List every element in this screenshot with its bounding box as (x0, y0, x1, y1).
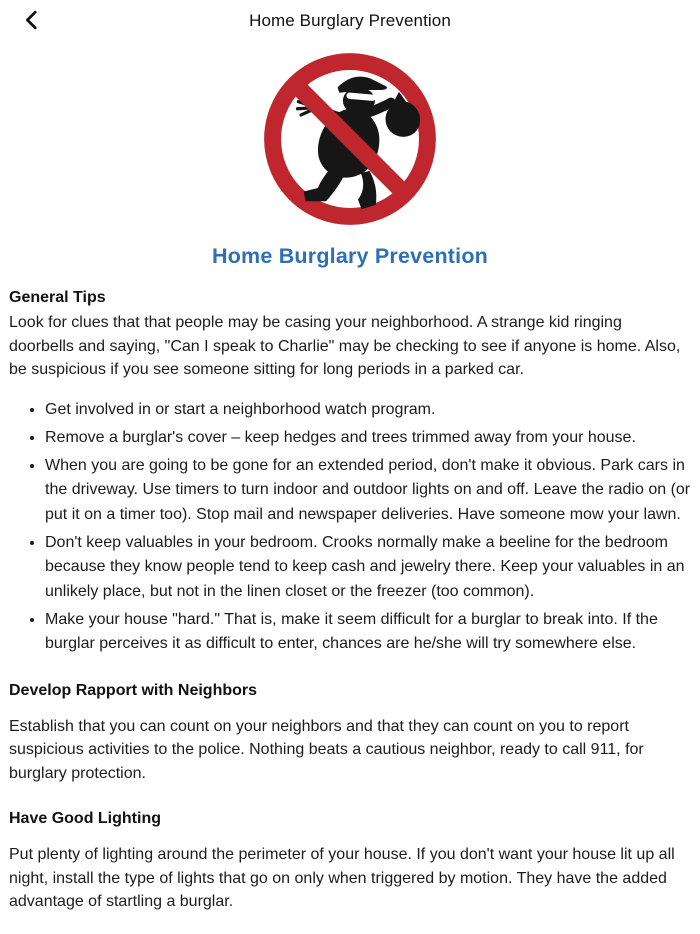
nav-title: Home Burglary Prevention (249, 11, 451, 30)
list-item: • Get involved in or start a neighborhood watch program. (45, 398, 691, 422)
navigation-bar (0, 0, 700, 42)
section-good-lighting (9, 810, 691, 914)
tips-list (9, 398, 691, 657)
chevron-left-icon (21, 9, 43, 31)
list-item: • Remove a burglar's cover – keep hedges and trees trimmed away from your house. (45, 426, 691, 450)
paragraph: Establish that you can count on your neighbors and that they can count on you to report suspicious activities to the police. Nothing beats a cautious neighbor, ready to call 911, for burglary protection. (9, 717, 644, 782)
section-heading-general-tips: General Tips (9, 289, 106, 306)
section-heading-develop-rapport: Develop Rapport with Neighbors (9, 681, 258, 699)
article-content (0, 42, 700, 914)
section-heading-good-lighting: Have Good Lighting (9, 810, 161, 828)
section-general-tips (9, 289, 691, 657)
list-item: • Don't keep valuables in your bedroom. Crooks normally make a beeline for the bedroom because they know people tend to keep cash and jewelry there. Keep your valuables in an unlikely place, but not in the linen closet or the freezer (too common). (45, 531, 691, 604)
section-develop-rapport (9, 682, 691, 786)
list-item: • Make your house "hard." That is, make it seem difficult for a burglar to break into. If the burglar perceives it as difficult to enter, chances are he/she will try somewhere else. (45, 608, 691, 657)
paragraph: Look for clues that that people may be casing your neighborhood. A strange kid ringing doorbells and saying, "Can I speak to Charlie" may be checking to see if anyone is home. Also, be suspicious if you see someone sitting for long periods in a parked car. (9, 314, 681, 379)
prohibition-sign-graphic (261, 50, 439, 228)
page-title: Home Burglary Prevention (211, 244, 488, 268)
no-burglar-icon (9, 42, 691, 228)
back-button[interactable] (14, 2, 50, 38)
paragraph: Put plenty of lighting around the perimeter of your house. If you don't want your house lit up all night, install the type of lights that go on only when triggered by motion. They have the added advantage of startling a burglar. (9, 846, 675, 911)
list-item: • When you are going to be gone for an extended period, don't make it obvious. Park cars in the driveway. Use timers to turn indoor and outdoor lights on and off. Leave the radio on (or put it on a timer too). Stop mail and newspaper deliveries. Have someone mow your lawn. (45, 454, 691, 527)
